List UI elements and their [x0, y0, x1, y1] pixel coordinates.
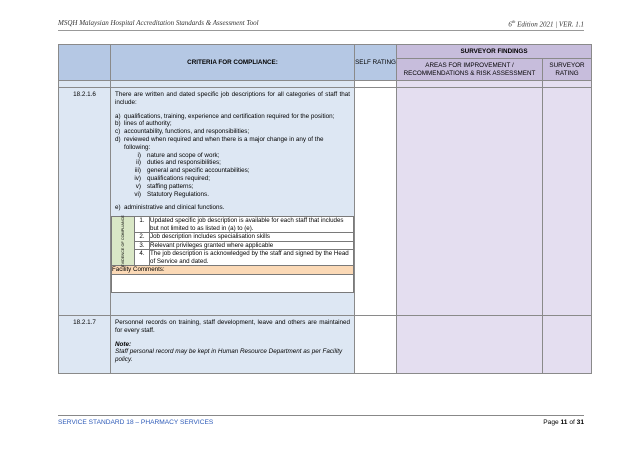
- criteria-cell: [111, 316, 355, 374]
- note-label: Note:: [115, 340, 132, 348]
- sub-list-item: vi) Statutory Regulations.: [134, 190, 209, 198]
- edition-text: Edition 2021 | VER. 1.1: [515, 20, 584, 29]
- self-rating-cell[interactable]: [355, 316, 397, 374]
- list-item: d) reviewed when required and when there is a major change in any of the following:: [115, 135, 324, 151]
- criteria-intro: Personnel records on training, staff development, leave and others are maintained for every staff.: [115, 319, 350, 334]
- surveyor-rating-header: SURVEYOR RATING: [543, 59, 592, 81]
- edition-number: 6: [508, 20, 512, 29]
- self-rating-header: SELF RATING: [355, 45, 397, 81]
- evidence-text: Relevant privileges granted where applicable: [150, 241, 354, 250]
- sub-list-item: i) nature and scope of work;: [137, 151, 220, 159]
- self-rating-cell[interactable]: [355, 88, 397, 316]
- sub-list-item: iv) qualifications required;: [134, 174, 211, 182]
- evidence-label: EVIDENCE OF COMPLIANCE: [120, 215, 125, 268]
- document-header-title: MSQH Malaysian Hospital Accreditation Standards & Assessment Tool: [58, 19, 259, 27]
- footer-section-title: SERVICE STANDARD 18 – PHARMACY SERVICES: [58, 419, 214, 426]
- footer-divider: [58, 415, 584, 416]
- spacer-cell: [397, 81, 543, 88]
- spacer-cell: [355, 81, 397, 88]
- areas-for-improvement-cell[interactable]: [397, 88, 543, 316]
- assessment-table: [58, 44, 592, 374]
- criteria-header: CRITERIA FOR COMPLIANCE:: [111, 45, 355, 81]
- areas-for-improvement-cell[interactable]: [397, 316, 543, 374]
- page-number: Page 11 of 31: [543, 419, 584, 426]
- evidence-number: 1.: [135, 217, 150, 233]
- sub-list-item: iii) general and specific accountabilities;: [134, 167, 250, 175]
- list-item: b) lines of authority;: [115, 120, 172, 128]
- list-item: e) administrative and clinical functions.: [115, 204, 225, 212]
- current-page: 11: [560, 419, 568, 426]
- note-text: Staff personal record may be kept in Human Resource Department as per Facility policy.: [115, 348, 343, 364]
- evidence-number: 2.: [135, 233, 150, 242]
- evidence-label-cell: [112, 217, 135, 266]
- areas-for-improvement-header: AREAS FOR IMPROVEMENT / RECOMMENDATIONS & RISK ASSESSMENT: [397, 59, 543, 81]
- surveyor-findings-header: SURVEYOR FINDINGS: [397, 45, 592, 59]
- standard-number: 18.2.1.6: [59, 88, 111, 316]
- spacer-cell: [59, 81, 111, 88]
- evidence-number: 3.: [135, 241, 150, 250]
- evidence-of-compliance-table: [111, 216, 354, 293]
- sub-list-item: ii) duties and responsibilities;: [136, 159, 221, 167]
- facility-comments-field[interactable]: [112, 274, 354, 292]
- number-header: [59, 45, 111, 81]
- list-item: a) qualifications, training, experience and certification required for the position;: [115, 112, 335, 120]
- sub-list-item: v) staffing patterns;: [135, 182, 194, 190]
- spacer-cell: [543, 81, 592, 88]
- evidence-text: Updated specific job description is available for each staff that includes but not limited to as listed in (a) to (e).: [150, 217, 354, 233]
- surveyor-rating-cell[interactable]: [543, 316, 592, 374]
- evidence-number: 4.: [135, 250, 150, 266]
- facility-comments-label: Facility Comments:: [112, 266, 354, 275]
- surveyor-rating-cell[interactable]: [543, 88, 592, 316]
- document-edition: [508, 19, 584, 28]
- spacer-cell: [111, 81, 355, 88]
- list-item: c) accountability, functions, and responsibilities;: [115, 128, 250, 136]
- header-divider: [58, 30, 584, 31]
- standard-number: 18.2.1.7: [59, 316, 111, 374]
- total-pages: 31: [576, 419, 584, 426]
- edition-suffix: th: [511, 19, 516, 24]
- evidence-text: The job description is acknowledged by the staff and signed by the Head of Service and dated.: [150, 250, 354, 266]
- criteria-intro: There are written and dated specific job descriptions for all categories of staff that include:: [115, 91, 350, 106]
- evidence-text: Job description includes specialisation skills: [150, 233, 354, 242]
- criteria-cell: [111, 88, 355, 316]
